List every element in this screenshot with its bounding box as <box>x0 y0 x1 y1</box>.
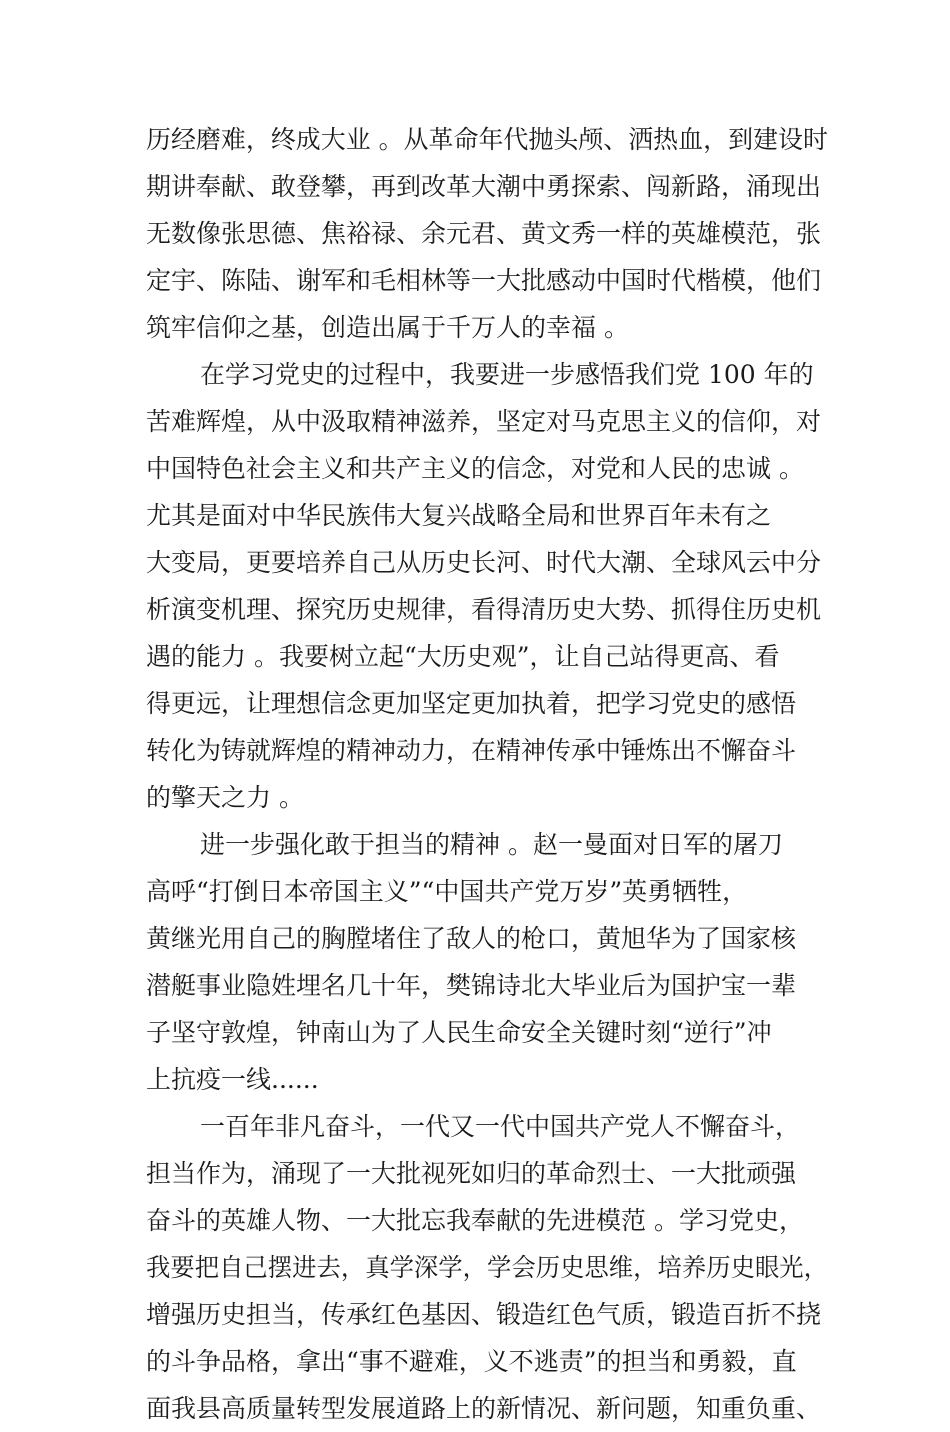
document-body <box>146 116 829 1432</box>
text-line: 定宇、陈陆、谢军和毛相林等一大批感动中国时代楷模，他们 <box>146 266 822 295</box>
text-line: 尤其是面对中华民族伟大复兴战略全局和世界百年未有之 <box>146 501 772 530</box>
paragraph-first-line: 在学习党史的过程中，我要进一步感悟我们党 100 年的 <box>200 360 814 389</box>
text-line: 大变局，更要培养自己从历史长河、时代大潮、全球风云中分 <box>146 548 822 577</box>
text-line: 高呼“打倒日本帝国主义”“中国共产党万岁”英勇牺牲， <box>146 877 748 906</box>
text-line: 子坚守敦煌，钟南山为了人民生命安全关键时刻“逆行”冲 <box>146 1018 772 1047</box>
text-line: 黄继光用自己的胸膛堵住了敌人的枪口，黄旭华为了国家核 <box>146 924 797 953</box>
text-line: 潜艇事业隐姓埋名几十年，樊锦诗北大毕业后为国护宝一辈 <box>146 971 797 1000</box>
text-line: 上抗疫一线...... <box>146 1065 319 1094</box>
text-line: 中国特色社会主义和共产主义的信念，对党和人民的忠诚 。 <box>146 454 804 483</box>
text-line: 得更远，让理想信念更加坚定更加执着，把学习党史的感悟 <box>146 689 797 718</box>
text-line: 期讲奉献、敢登攀，再到改革大潮中勇探索、闯新路，涌现出 <box>146 172 822 201</box>
text-line: 历经磨难，终成大业 。从革命年代抛头颅、洒热血，到建设时 <box>146 125 828 154</box>
text-line: 转化为铸就辉煌的精神动力，在精神传承中锤炼出不懈奋斗 <box>146 736 797 765</box>
text-line: 奋斗的英雄人物、一大批忘我奉献的先进模范 。学习党史， <box>146 1206 804 1235</box>
text-line: 我要把自己摆进去，真学深学，学会历史思维，培养历史眼光， <box>146 1253 829 1282</box>
text-line: 析演变机理、探究历史规律，看得清历史大势、抓得住历史机 <box>146 595 822 624</box>
text-line: 苦难辉煌，从中汲取精神滋养，坚定对马克思主义的信仰，对 <box>146 407 822 436</box>
paragraph-first-line: 一百年非凡奋斗，一代又一代中国共产党人不懈奋斗， <box>200 1112 801 1141</box>
paragraph-first-line: 进一步强化敢于担当的精神 。赵一曼面对日军的屠刀 <box>200 830 783 859</box>
text-line: 担当作为，涌现了一大批视死如归的革命烈士、一大批顽强 <box>146 1159 797 1188</box>
text-line: 筑牢信仰之基，创造出属于千万人的幸福 。 <box>146 313 629 342</box>
text-line: 无数像张思德、焦裕禄、余元君、黄文秀一样的英雄模范，张 <box>146 219 822 248</box>
text-line: 面我县高质量转型发展道路上的新情况、新问题，知重负重、 <box>146 1394 822 1423</box>
text-line: 遇的能力 。我要树立起“大历史观”，让自己站得更高、看 <box>146 642 780 671</box>
text-line: 的斗争品格，拿出“事不避难，义不逃责”的担当和勇毅，直 <box>146 1347 797 1376</box>
text-line: 的擎天之力 。 <box>146 783 304 812</box>
text-line: 增强历史担当，传承红色基因、锻造红色气质，锻造百折不挠 <box>146 1300 822 1329</box>
